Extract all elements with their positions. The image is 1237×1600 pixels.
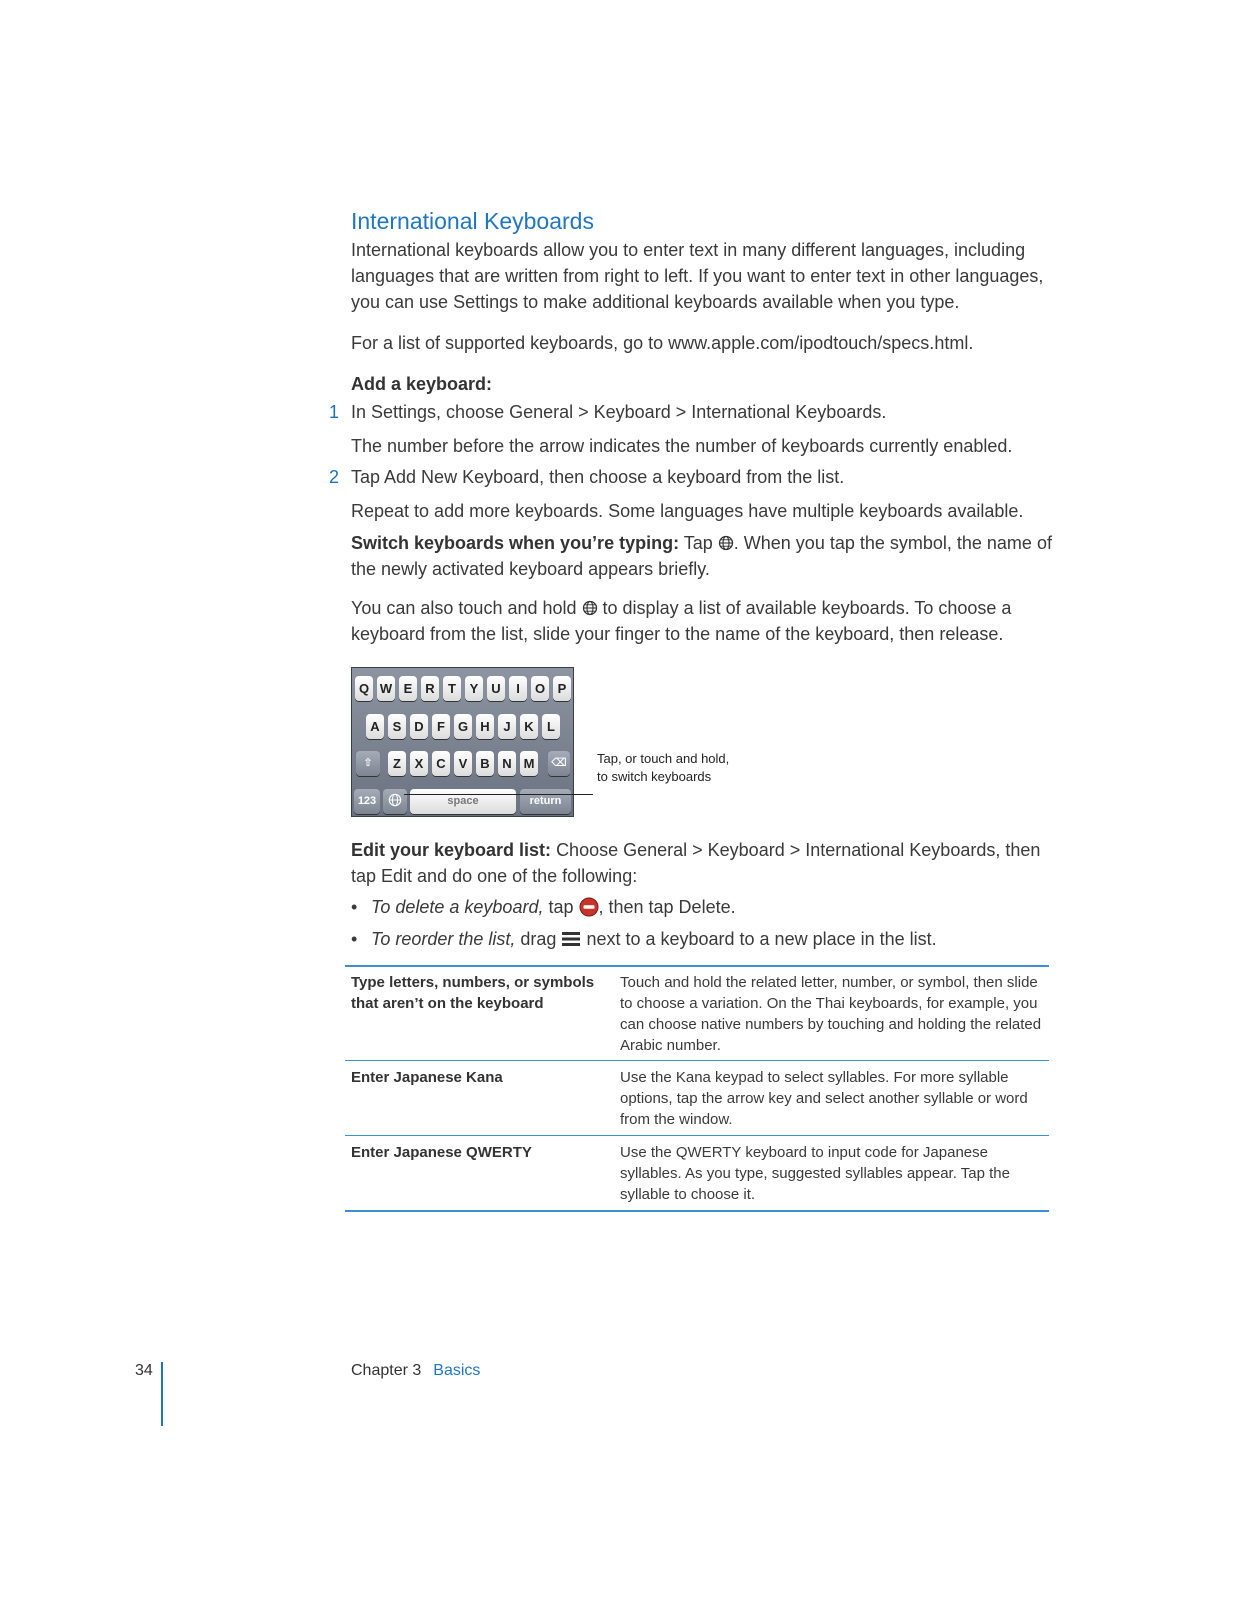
bullet-before: drag: [515, 929, 562, 949]
key-d: D: [410, 714, 428, 739]
key-i: I: [509, 676, 527, 701]
table-description-cell: Use the Kana keypad to select syllables. For more syllable options, tap the arrow key and select another syllable or word from the window.: [620, 1069, 1028, 1128]
key-k: K: [520, 714, 538, 739]
numbers-key: 123: [354, 789, 380, 814]
edit-list-paragraph: [351, 837, 1056, 889]
delete-minus-icon: [579, 897, 599, 917]
bullet-glyph: •: [351, 897, 358, 917]
supported-keyboards-paragraph: For a list of supported keyboards, go to www.apple.com/ipodtouch/specs.html.: [351, 333, 974, 353]
table-row-divider: [345, 1135, 1049, 1136]
footer-divider: [161, 1362, 163, 1426]
switch-after: . When you tap the symbol, the name of the newly activated keyboard appears briefly.: [351, 533, 1052, 579]
step-text: In Settings, choose General > Keyboard > International Keyboards.: [351, 402, 887, 422]
key-b: B: [476, 751, 494, 776]
key-q: Q: [355, 676, 373, 701]
step-number: 2: [329, 467, 340, 487]
table-row-divider: [345, 1060, 1049, 1061]
return-key: return: [520, 789, 571, 814]
bullet-after: next to a keyboard to a new place in the list.: [581, 929, 937, 949]
page-number: 34: [135, 1362, 153, 1379]
shift-key: ⇧: [356, 751, 380, 776]
step-text: Tap Add New Keyboard, then choose a keyboard from the list.: [351, 467, 845, 487]
space-key: space: [410, 789, 516, 814]
add-keyboard-heading: Add a keyboard:: [351, 374, 493, 394]
key-l: L: [542, 714, 560, 739]
chapter-label: Chapter 3: [351, 1362, 422, 1379]
list-item: [351, 926, 937, 952]
hold-after: to display a list of available keyboards. To choose a keyboard from the list, slide your finger to the name of the keyboard, then release.: [351, 598, 1012, 644]
key-a: A: [366, 714, 384, 739]
step-note: The number before the arrow indicates the number of keyboards currently enabled.: [351, 436, 1013, 456]
globe-key: [383, 789, 407, 814]
edit-label: Edit your keyboard list:: [351, 840, 552, 860]
key-g: G: [454, 714, 472, 739]
chapter-footer: [351, 1362, 480, 1380]
key-v: V: [454, 751, 472, 776]
list-item: [351, 894, 736, 920]
edit-text: Choose General > Keyboard > International Keyboards, then tap Edit and do one of the following:: [351, 840, 1041, 886]
key-j: J: [498, 714, 516, 739]
table-description-cell: Use the QWERTY keyboard to input code for Japanese syllables. As you type, suggested syllables appear. Tap the syllable to choose it.: [620, 1144, 1010, 1203]
bullet-after: , then tap Delete.: [598, 897, 736, 917]
key-s: S: [388, 714, 406, 739]
globe-icon: [718, 535, 734, 551]
key-r: R: [421, 676, 439, 701]
table-action-cell: Enter Japanese QWERTY: [351, 1144, 532, 1161]
key-p: P: [553, 676, 571, 701]
table-action-cell: Enter Japanese Kana: [351, 1069, 503, 1086]
section-label: Basics: [433, 1362, 481, 1379]
switch-before: Tap: [683, 533, 718, 553]
key-w: W: [377, 676, 395, 701]
delete-key: ⌫: [548, 751, 570, 776]
key-f: F: [432, 714, 450, 739]
table-action-cell: Type letters, numbers, or symbols that aren’t on the keyboard: [351, 974, 595, 1012]
key-y: Y: [465, 676, 483, 701]
key-m: M: [520, 751, 538, 776]
keyboard-callout: Tap, or touch and hold, to switch keyboards: [597, 751, 730, 784]
key-x: X: [410, 751, 428, 776]
step-note: Repeat to add more keyboards. Some languages have multiple keyboards available.: [351, 501, 1024, 521]
key-n: N: [498, 751, 516, 776]
globe-icon: [582, 600, 598, 616]
key-h: H: [476, 714, 494, 739]
globe-icon: [388, 793, 402, 807]
key-o: O: [531, 676, 549, 701]
key-u: U: [487, 676, 505, 701]
bullet-italic: To delete a keyboard,: [371, 897, 544, 917]
table-bottom-rule: [345, 1210, 1049, 1212]
page-title: International Keyboards: [351, 208, 594, 234]
reorder-grip-icon: [561, 931, 581, 947]
key-e: E: [399, 676, 417, 701]
key-c: C: [432, 751, 450, 776]
intro-paragraph: International keyboards allow you to enter text in many different languages, including languages that are written from right to left. If you want to enter text in other languages, you can use Settings to make additional keyboards available when you type.: [351, 240, 1044, 312]
switch-keyboards-paragraph: [351, 530, 1056, 582]
bullet-glyph: •: [351, 929, 358, 949]
bullet-before: tap: [543, 897, 579, 917]
key-t: T: [443, 676, 461, 701]
bullet-italic: To reorder the list,: [371, 929, 516, 949]
step-number: 1: [329, 402, 340, 422]
table-description-cell: Touch and hold the related letter, number, or symbol, then slide to choose a variation. On the Thai keyboards, for example, you can choose native numbers by touching and holding the related Arabic number.: [620, 974, 1042, 1054]
hold-paragraph: [351, 595, 1056, 647]
table-top-rule: [345, 965, 1049, 967]
key-z: Z: [388, 751, 406, 776]
hold-before: You can also touch and hold: [351, 598, 582, 618]
callout-leader-line: [404, 794, 593, 795]
switch-label: Switch keyboards when you’re typing:: [351, 533, 680, 553]
